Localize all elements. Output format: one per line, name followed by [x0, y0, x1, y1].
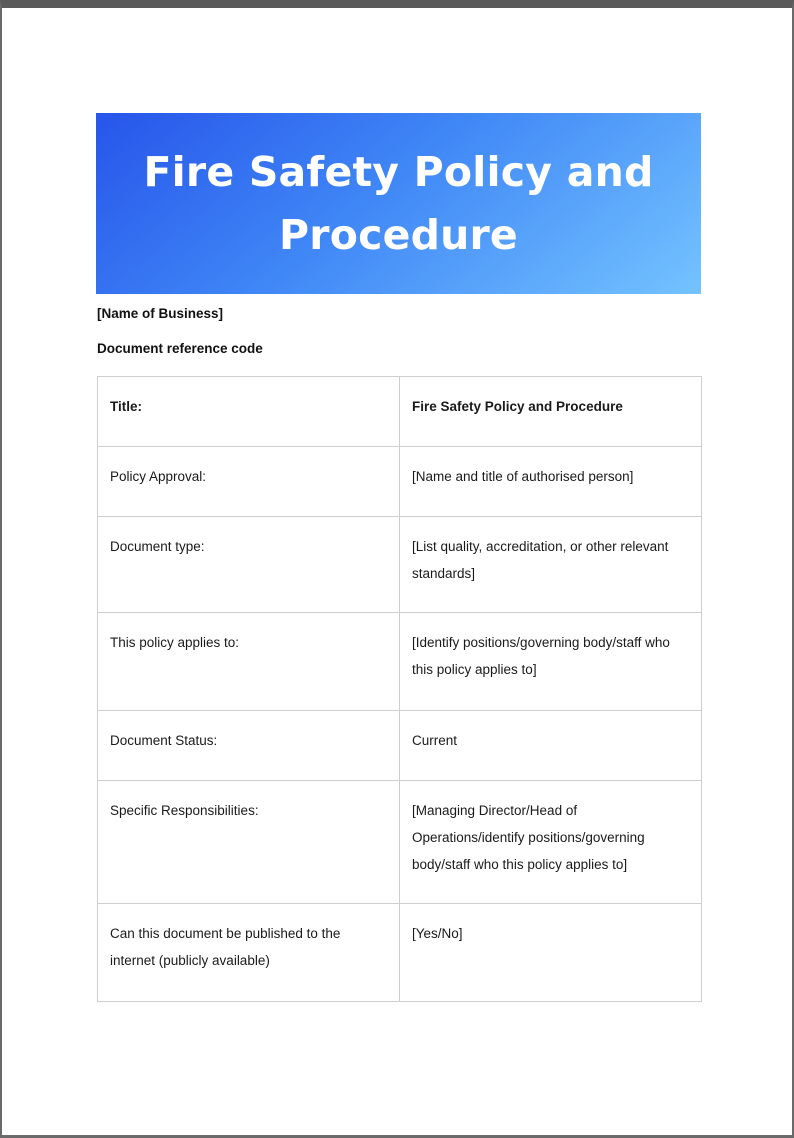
row-value: [Managing Director/Head of Operations/identify positions/governing body/staff who this policy applies to]: [400, 781, 702, 904]
table-row-document-status: [98, 711, 702, 781]
document-reference-code: Document reference code: [97, 341, 263, 356]
row-value: [Name and title of authorised person]: [400, 447, 702, 517]
row-label: Can this document be published to the internet (publicly available): [98, 904, 400, 1002]
table-row-policy-approval: [98, 447, 702, 517]
row-label: Policy Approval:: [98, 447, 400, 517]
row-value: [Yes/No]: [400, 904, 702, 1002]
row-label: Specific Responsibilities:: [98, 781, 400, 904]
row-value: [Identify positions/governing body/staff who this policy applies to]: [400, 613, 702, 711]
row-value: Fire Safety Policy and Procedure: [400, 377, 702, 447]
document-info-table: [97, 376, 702, 1002]
title-banner: [96, 113, 701, 294]
business-name: [Name of Business]: [97, 306, 224, 321]
row-label: Document type:: [98, 517, 400, 613]
table-row-publish-internet: [98, 904, 702, 1002]
row-label: Document Status:: [98, 711, 400, 781]
table-row-applies-to: [98, 613, 702, 711]
row-label: Title:: [98, 377, 400, 447]
row-label: This policy applies to:: [98, 613, 400, 711]
row-value: [List quality, accreditation, or other relevant standards]: [400, 517, 702, 613]
table-row-specific-responsibilities: [98, 781, 702, 904]
row-value: Current: [400, 711, 702, 781]
table-row-title: [98, 377, 702, 447]
table-row-document-type: [98, 517, 702, 613]
document-title: Fire Safety Policy and Procedure: [143, 147, 654, 259]
